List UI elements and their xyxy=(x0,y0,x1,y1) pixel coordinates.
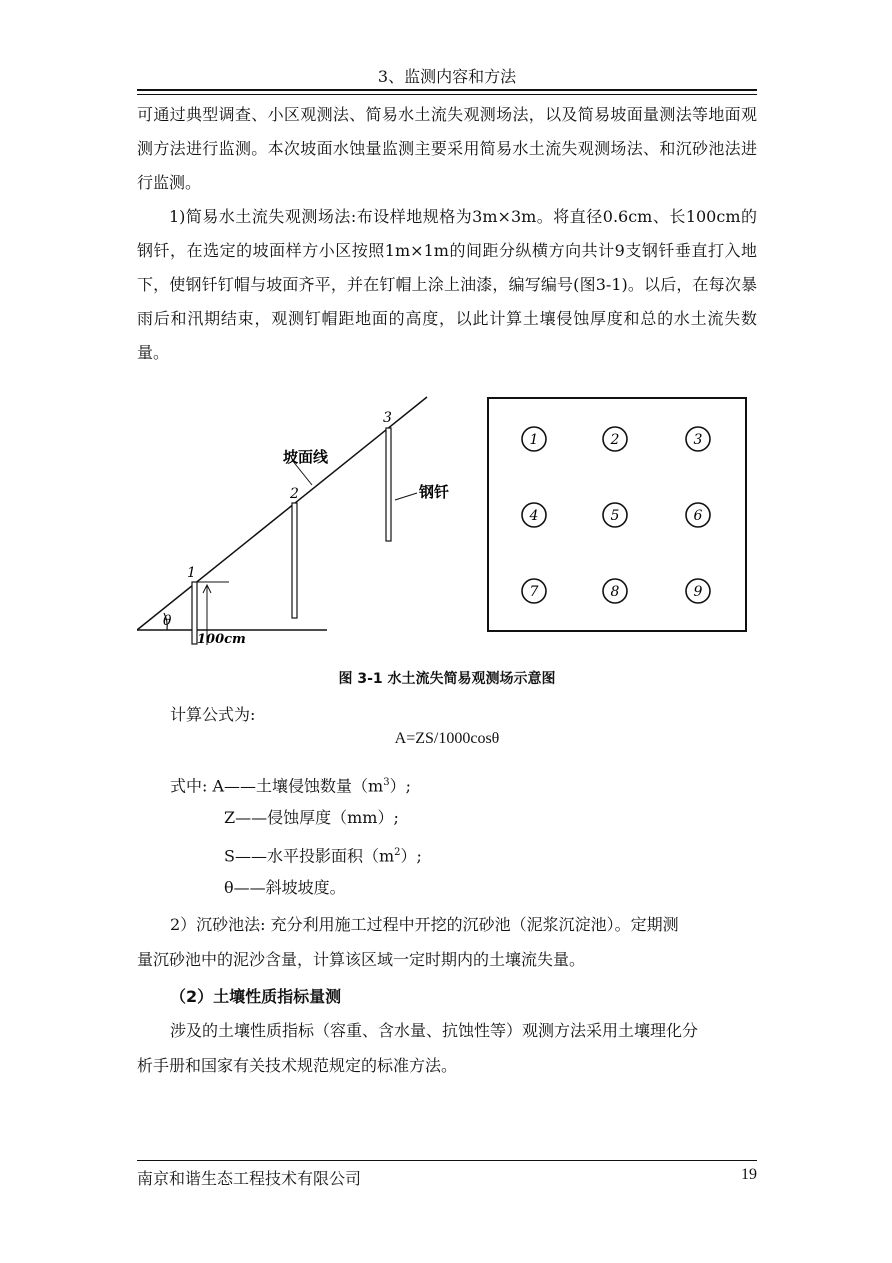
grid-marker-number-3: 3 xyxy=(693,432,703,448)
paragraph-sediment-line1: 2）沉砂池法: 充分利用施工过程中开挖的沉砂池（泥浆沉淀池）。定期测 xyxy=(170,915,679,934)
paragraph-methods: 可通过典型调查、小区观测法、简易水土流失观测场法，以及简易坡面量测法等地面观测方法进行监测。本次坡面水蚀量监测主要采用简易水土流失观测场法、和沉砂池法进行监测。 xyxy=(137,105,757,192)
paragraph-observation-field: 1)简易水土流失观测场法:布设样地规格为3m×3m。将直径0.6cm、长100cm的钢钎，在选定的坡面样方小区按照1m×1m的间距分纵横方向共计9支钢钎垂直打入地下，使钢钎钉帽与坡面齐平，并在钉帽上涂上油漆，编写编号(图3-1)。以后，在每次暴雨后和汛期结束，观测钉帽距地面的高度，以此计算土壤侵蚀厚度和总的水土流失数量。 xyxy=(137,207,757,362)
theta-label: θ xyxy=(163,613,172,629)
grid-marker-number-5: 5 xyxy=(610,508,620,524)
rod-label-leader xyxy=(395,493,417,500)
definition-a xyxy=(170,766,411,803)
footer-rule xyxy=(137,1160,757,1161)
rod-label: 钢钎 xyxy=(419,483,450,501)
paragraph-soil-line2: 析手册和国家有关技术规范规定的标准方法。 xyxy=(137,1056,458,1075)
figure-observation-field xyxy=(137,395,757,651)
definition-z: Z——侵蚀厚度（mm）; xyxy=(224,808,399,827)
slope-diagram xyxy=(137,397,449,647)
header-rule-thick xyxy=(137,89,757,91)
rod-1-number: 1 xyxy=(187,565,196,581)
section-heading-soil: （2）土壤性质指标量测 xyxy=(170,987,342,1006)
definition-s-exponent: 2 xyxy=(394,847,401,858)
rod-3 xyxy=(386,428,391,541)
formula-intro: 计算公式为: xyxy=(170,705,256,724)
paragraph-soil-line1: 涉及的土壤性质指标（容重、含水量、抗蚀性等）观测方法采用土壤理化分 xyxy=(170,1021,699,1040)
length-label: 100cm xyxy=(197,632,246,647)
rod-2 xyxy=(292,503,297,618)
rod-2-number: 2 xyxy=(290,486,299,502)
definition-a-exponent: 3 xyxy=(383,777,390,788)
definition-s-text: S——水平投影面积（m xyxy=(224,846,395,866)
definition-s xyxy=(224,836,422,873)
page-header: 3、监测内容和方法 xyxy=(377,67,517,86)
grid-marker-number-2: 2 xyxy=(610,432,620,448)
header-rule-thin xyxy=(137,94,757,95)
definition-a-text: 式中: A——土壤侵蚀数量（m xyxy=(170,776,384,796)
rod-3-number: 3 xyxy=(383,410,392,426)
grid-marker-number-4: 4 xyxy=(529,508,539,524)
definition-s-close: ）; xyxy=(400,846,422,866)
plot-grid xyxy=(488,398,746,631)
slope-line xyxy=(137,397,427,630)
definition-a-close: ）; xyxy=(389,776,411,796)
page-number: 19 xyxy=(741,1166,757,1183)
grid-marker-number-1: 1 xyxy=(529,432,539,448)
figure-caption: 图 3-1 水土流失简易观测场示意图 xyxy=(338,671,556,687)
slope-line-label: 坡面线 xyxy=(283,448,329,466)
definition-theta: θ——斜坡坡度。 xyxy=(224,878,346,897)
grid-marker-number-6: 6 xyxy=(693,508,703,524)
grid-marker-number-8: 8 xyxy=(610,584,620,600)
footer-company: 南京和谐生态工程技术有限公司 xyxy=(137,1169,362,1188)
grid-marker-number-9: 9 xyxy=(693,584,703,600)
formula-expression: A=ZS/1000cosθ xyxy=(394,730,500,747)
grid-marker-number-7: 7 xyxy=(529,584,539,600)
paragraph-sediment-line2: 量沉砂池中的泥沙含量，计算该区域一定时期内的土壤流失量。 xyxy=(137,950,586,969)
